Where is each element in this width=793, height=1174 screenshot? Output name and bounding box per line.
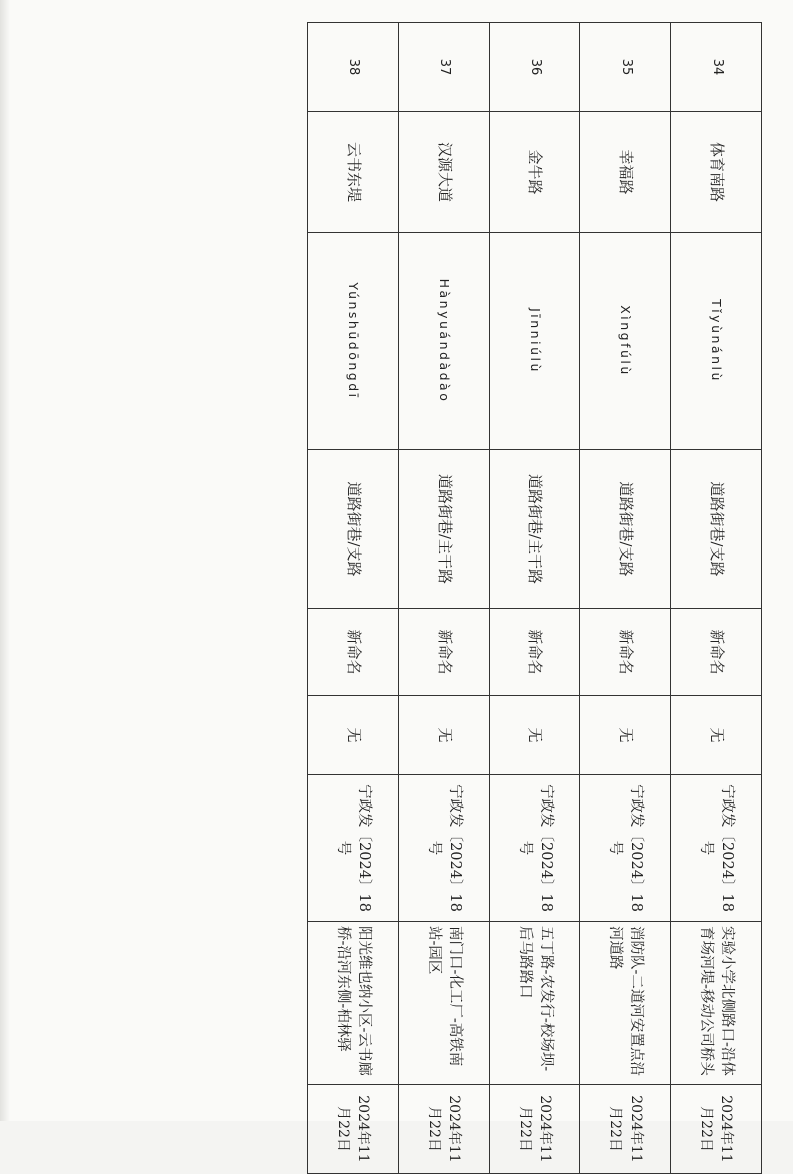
road-extent: 五丁路-农发行-校场坝-后马路路口 <box>489 922 580 1085</box>
approval-document: 宁政发〔2024〕18号 <box>398 775 489 922</box>
place-name-pinyin: Hànyuándàdào <box>398 233 489 450</box>
row-number: 36 <box>489 23 580 112</box>
approval-document: 宁政发〔2024〕18号 <box>580 775 671 922</box>
place-type: 道路街巷/支路 <box>580 450 671 609</box>
page-edge-shadow <box>0 0 10 1121</box>
place-name-pinyin: Jīnniúlù <box>489 233 580 450</box>
former-name: 无 <box>580 696 671 775</box>
place-name: 汉源大道 <box>398 112 489 233</box>
place-name: 体育南路 <box>671 112 762 233</box>
road-extent: 实验小学北侧路口-沿体育场河堤-移动公司桥头 <box>671 922 762 1085</box>
road-extent: 消防队-二道河安置点沿河道路 <box>580 922 671 1085</box>
place-name-pinyin: Yúnshūdōngdī <box>308 233 399 450</box>
place-type: 道路街巷/主干路 <box>398 450 489 609</box>
approval-date: 2024年11月22日 <box>489 1085 580 1174</box>
table-row <box>398 23 489 1174</box>
place-names-table <box>307 22 762 1174</box>
place-name-pinyin: Tǐyùnánlù <box>671 233 762 450</box>
place-name: 幸福路 <box>580 112 671 233</box>
former-name: 无 <box>489 696 580 775</box>
place-type: 道路街巷/支路 <box>308 450 399 609</box>
row-number: 37 <box>398 23 489 112</box>
approval-date: 2024年11月22日 <box>308 1085 399 1174</box>
approval-document: 宁政发〔2024〕18号 <box>489 775 580 922</box>
approval-date: 2024年11月22日 <box>398 1085 489 1174</box>
former-name: 无 <box>671 696 762 775</box>
row-number: 38 <box>308 23 399 112</box>
table-row <box>580 23 671 1174</box>
naming-category: 新命名 <box>580 609 671 696</box>
naming-category: 新命名 <box>308 609 399 696</box>
place-name: 金牛路 <box>489 112 580 233</box>
place-name: 云书东堤 <box>308 112 399 233</box>
place-type: 道路街巷/主干路 <box>489 450 580 609</box>
approval-date: 2024年11月22日 <box>671 1085 762 1174</box>
road-extent: 南门口-化工厂-高铁南站-园区 <box>398 922 489 1085</box>
place-type: 道路街巷/支路 <box>671 450 762 609</box>
road-extent: 阳光维也纳小区-云书廊桥-沿河东侧-柏林驿 <box>308 922 399 1085</box>
former-name: 无 <box>398 696 489 775</box>
place-names-table-rotated <box>307 22 762 1163</box>
naming-category: 新命名 <box>398 609 489 696</box>
table-row <box>489 23 580 1174</box>
approval-date: 2024年11月22日 <box>580 1085 671 1174</box>
naming-category: 新命名 <box>489 609 580 696</box>
place-name-pinyin: Xìngfúlù <box>580 233 671 450</box>
row-number: 34 <box>671 23 762 112</box>
naming-category: 新命名 <box>671 609 762 696</box>
approval-document: 宁政发〔2024〕18号 <box>308 775 399 922</box>
approval-document: 宁政发〔2024〕18号 <box>671 775 762 922</box>
row-number: 35 <box>580 23 671 112</box>
table-row <box>671 23 762 1174</box>
table-row <box>308 23 399 1174</box>
former-name: 无 <box>308 696 399 775</box>
